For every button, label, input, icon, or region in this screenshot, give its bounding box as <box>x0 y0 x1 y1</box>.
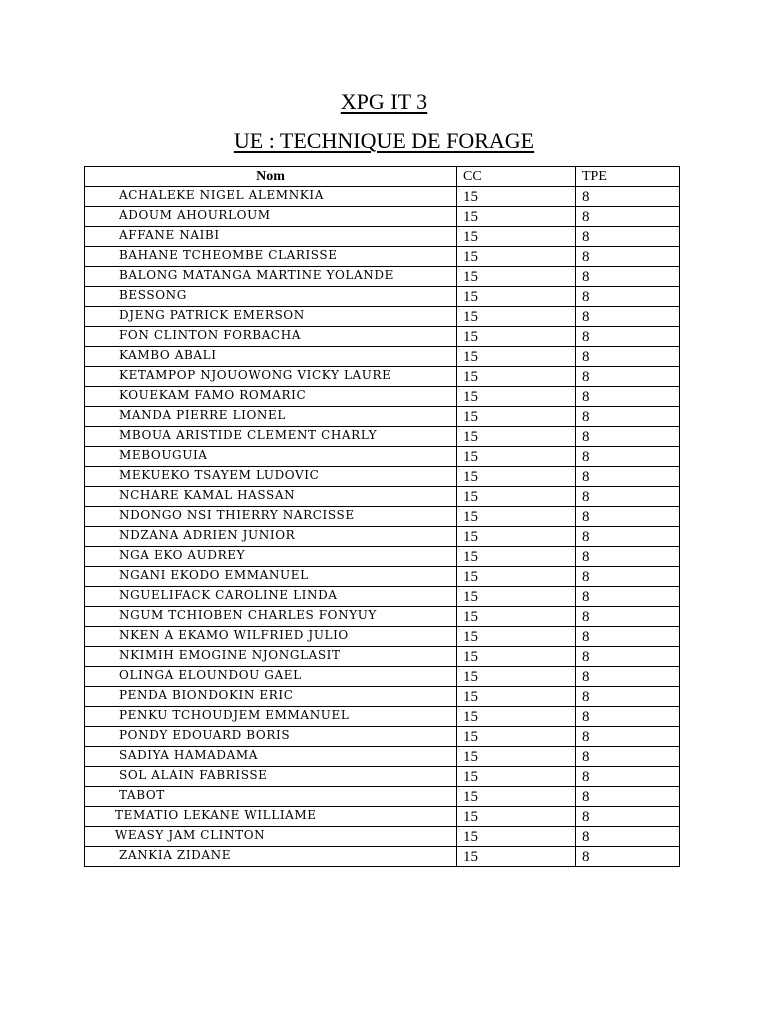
cc-score-cell: 15 <box>457 507 576 527</box>
student-name-cell: ZANKIA ZIDANE <box>85 847 457 867</box>
student-name-cell: KETAMPOP NJOUOWONG VICKY LAURE <box>85 367 457 387</box>
student-name-cell: MBOUA ARISTIDE CLEMENT CHARLY <box>85 427 457 447</box>
student-name-cell: WEASY JAM CLINTON <box>85 827 457 847</box>
student-name-cell: BESSONG <box>85 287 457 307</box>
student-name-cell: NKIMIH EMOGINE NJONGLASIT <box>85 647 457 667</box>
tpe-score-cell: 8 <box>576 247 680 267</box>
student-name-cell: NCHARE KAMAL HASSAN <box>85 487 457 507</box>
cc-score-cell: 15 <box>457 247 576 267</box>
table-row <box>85 227 680 247</box>
table-row <box>85 487 680 507</box>
table-row <box>85 767 680 787</box>
student-name-cell: MEKUEKO TSAYEM LUDOVIC <box>85 467 457 487</box>
tpe-score-cell: 8 <box>576 327 680 347</box>
student-name-cell: PENKU TCHOUDJEM EMMANUEL <box>85 707 457 727</box>
cc-score-cell: 15 <box>457 767 576 787</box>
table-row <box>85 607 680 627</box>
tpe-score-cell: 8 <box>576 787 680 807</box>
cc-score-cell: 15 <box>457 327 576 347</box>
tpe-score-cell: 8 <box>576 627 680 647</box>
table-row <box>85 447 680 467</box>
cc-score-cell: 15 <box>457 187 576 207</box>
cc-score-cell: 15 <box>457 627 576 647</box>
table-row <box>85 567 680 587</box>
cc-score-cell: 15 <box>457 467 576 487</box>
table-row <box>85 367 680 387</box>
table-row <box>85 327 680 347</box>
student-name-cell: KAMBO ABALI <box>85 347 457 367</box>
table-row <box>85 647 680 667</box>
table-row <box>85 687 680 707</box>
table-row <box>85 747 680 767</box>
tpe-score-cell: 8 <box>576 187 680 207</box>
tpe-score-cell: 8 <box>576 287 680 307</box>
table-row <box>85 247 680 267</box>
table-row <box>85 287 680 307</box>
table-row <box>85 407 680 427</box>
tpe-score-cell: 8 <box>576 647 680 667</box>
cc-score-cell: 15 <box>457 547 576 567</box>
column-header-name: Nom <box>85 167 457 187</box>
student-name-cell: TABOT <box>85 787 457 807</box>
table-row <box>85 587 680 607</box>
table-row <box>85 707 680 727</box>
cc-score-cell: 15 <box>457 427 576 447</box>
student-name-cell: NDONGO NSI THIERRY NARCISSE <box>85 507 457 527</box>
tpe-score-cell: 8 <box>576 767 680 787</box>
cc-score-cell: 15 <box>457 687 576 707</box>
table-row <box>85 627 680 647</box>
cc-score-cell: 15 <box>457 267 576 287</box>
student-name-cell: TEMATIO LEKANE WILLIAME <box>85 807 457 827</box>
student-name-cell: NDZANA ADRIEN JUNIOR <box>85 527 457 547</box>
cc-score-cell: 15 <box>457 647 576 667</box>
cc-score-cell: 15 <box>457 787 576 807</box>
student-name-cell: NKEN A EKAMO WILFRIED JULIO <box>85 627 457 647</box>
tpe-score-cell: 8 <box>576 387 680 407</box>
student-name-cell: ACHALEKE NIGEL ALEMNKIA <box>85 187 457 207</box>
table-row <box>85 807 680 827</box>
cc-score-cell: 15 <box>457 707 576 727</box>
tpe-score-cell: 8 <box>576 207 680 227</box>
cc-score-cell: 15 <box>457 607 576 627</box>
tpe-score-cell: 8 <box>576 547 680 567</box>
student-name-cell: NGA EKO AUDREY <box>85 547 457 567</box>
student-name-cell: FON CLINTON FORBACHA <box>85 327 457 347</box>
tpe-score-cell: 8 <box>576 447 680 467</box>
table-row <box>85 467 680 487</box>
tpe-score-cell: 8 <box>576 407 680 427</box>
document-title-text: XPG IT 3 <box>340 89 428 114</box>
cc-score-cell: 15 <box>457 367 576 387</box>
document-title <box>0 89 768 115</box>
tpe-score-cell: 8 <box>576 807 680 827</box>
cc-score-cell: 15 <box>457 307 576 327</box>
cc-score-cell: 15 <box>457 287 576 307</box>
cc-score-cell: 15 <box>457 747 576 767</box>
document-subtitle-text: UE : TECHNIQUE DE FORAGE <box>233 128 535 153</box>
cc-score-cell: 15 <box>457 587 576 607</box>
table-row <box>85 307 680 327</box>
table-row <box>85 267 680 287</box>
tpe-score-cell: 8 <box>576 367 680 387</box>
table-row <box>85 827 680 847</box>
table-row <box>85 527 680 547</box>
table-row <box>85 547 680 567</box>
tpe-score-cell: 8 <box>576 467 680 487</box>
student-name-cell: AFFANE NAIBI <box>85 227 457 247</box>
cc-score-cell: 15 <box>457 347 576 367</box>
cc-score-cell: 15 <box>457 847 576 867</box>
cc-score-cell: 15 <box>457 227 576 247</box>
tpe-score-cell: 8 <box>576 347 680 367</box>
table-row <box>85 847 680 867</box>
table-row <box>85 787 680 807</box>
student-name-cell: PENDA BIONDOKIN ERIC <box>85 687 457 707</box>
cc-score-cell: 15 <box>457 727 576 747</box>
table-row <box>85 387 680 407</box>
cc-score-cell: 15 <box>457 487 576 507</box>
grades-table <box>84 166 680 867</box>
cc-score-cell: 15 <box>457 827 576 847</box>
table-row <box>85 507 680 527</box>
tpe-score-cell: 8 <box>576 567 680 587</box>
cc-score-cell: 15 <box>457 387 576 407</box>
tpe-score-cell: 8 <box>576 827 680 847</box>
student-name-cell: NGUELIFACK CAROLINE LINDA <box>85 587 457 607</box>
document-subtitle <box>0 128 768 154</box>
student-name-cell: NGUM TCHIOBEN CHARLES FONYUY <box>85 607 457 627</box>
tpe-score-cell: 8 <box>576 747 680 767</box>
table-row <box>85 667 680 687</box>
tpe-score-cell: 8 <box>576 227 680 247</box>
cc-score-cell: 15 <box>457 407 576 427</box>
tpe-score-cell: 8 <box>576 847 680 867</box>
student-name-cell: DJENG PATRICK EMERSON <box>85 307 457 327</box>
column-header-cc: CC <box>457 167 576 187</box>
cc-score-cell: 15 <box>457 567 576 587</box>
column-header-tpe: TPE <box>576 167 680 187</box>
table-row <box>85 207 680 227</box>
table-row <box>85 727 680 747</box>
cc-score-cell: 15 <box>457 667 576 687</box>
tpe-score-cell: 8 <box>576 487 680 507</box>
student-name-cell: NGANI EKODO EMMANUEL <box>85 567 457 587</box>
tpe-score-cell: 8 <box>576 427 680 447</box>
cc-score-cell: 15 <box>457 447 576 467</box>
student-name-cell: BAHANE TCHEOMBE CLARISSE <box>85 247 457 267</box>
tpe-score-cell: 8 <box>576 527 680 547</box>
tpe-score-cell: 8 <box>576 587 680 607</box>
student-name-cell: ADOUM AHOURLOUM <box>85 207 457 227</box>
table-row <box>85 347 680 367</box>
tpe-score-cell: 8 <box>576 607 680 627</box>
grades-table-body <box>85 187 680 867</box>
student-name-cell: MANDA PIERRE LIONEL <box>85 407 457 427</box>
table-row <box>85 427 680 447</box>
student-name-cell: MEBOUGUIA <box>85 447 457 467</box>
tpe-score-cell: 8 <box>576 727 680 747</box>
student-name-cell: SADIYA HAMADAMA <box>85 747 457 767</box>
tpe-score-cell: 8 <box>576 707 680 727</box>
cc-score-cell: 15 <box>457 527 576 547</box>
student-name-cell: SOL ALAIN FABRISSE <box>85 767 457 787</box>
cc-score-cell: 15 <box>457 807 576 827</box>
tpe-score-cell: 8 <box>576 687 680 707</box>
tpe-score-cell: 8 <box>576 307 680 327</box>
cc-score-cell: 15 <box>457 207 576 227</box>
student-name-cell: PONDY EDOUARD BORIS <box>85 727 457 747</box>
tpe-score-cell: 8 <box>576 667 680 687</box>
student-name-cell: OLINGA ELOUNDOU GAEL <box>85 667 457 687</box>
tpe-score-cell: 8 <box>576 267 680 287</box>
table-header-row <box>85 167 680 187</box>
student-name-cell: BALONG MATANGA MARTINE YOLANDE <box>85 267 457 287</box>
tpe-score-cell: 8 <box>576 507 680 527</box>
student-name-cell: KOUEKAM FAMO ROMARIC <box>85 387 457 407</box>
table-row <box>85 187 680 207</box>
